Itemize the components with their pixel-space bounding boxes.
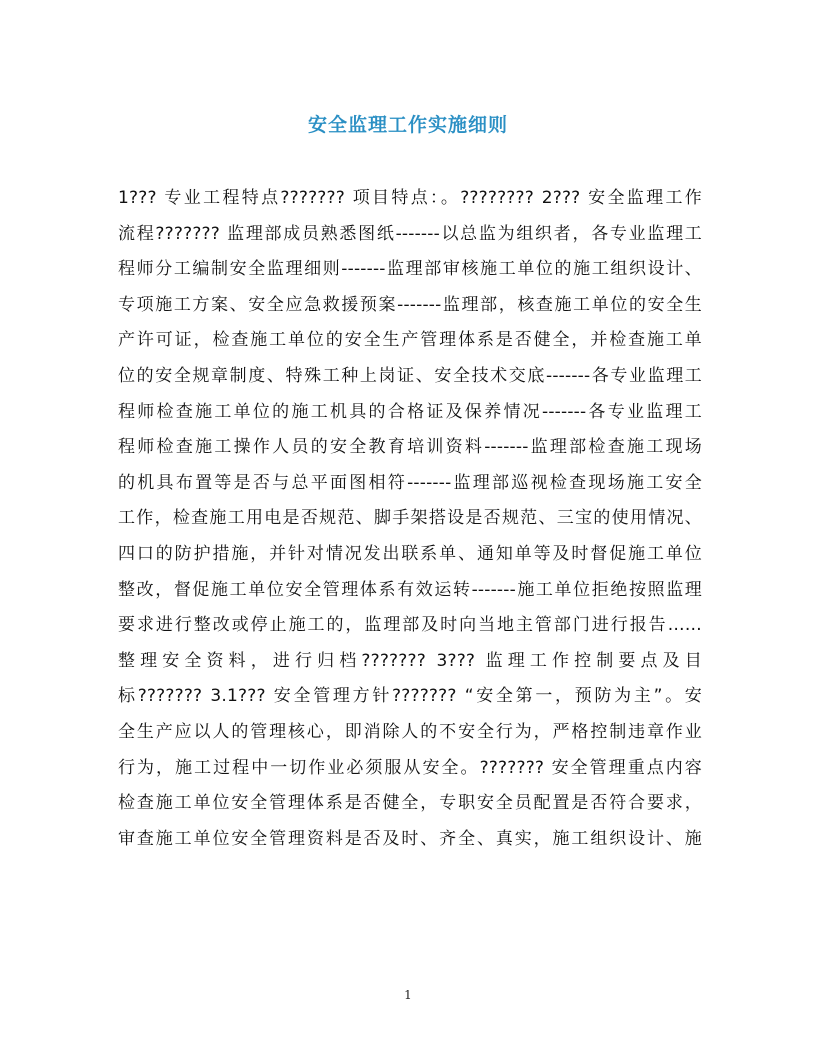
body-line: 要求进行整改或停止施工的，监理部及时向当地主管部门进行报告…… bbox=[118, 615, 702, 636]
body-line: 产许可证，检查施工单位的安全生产管理体系是否健全，并检查施工单 bbox=[118, 330, 702, 351]
body-line: 工作，检查施工用电是否规范、脚手架搭设是否规范、三宝的使用情况、 bbox=[118, 508, 702, 529]
document-title: 安全监理工作实施细则 bbox=[307, 114, 508, 136]
body-line: 四口的防护措施，并针对情况发出联系单、通知单等及时督促施工单位 bbox=[118, 543, 702, 564]
body-line: 行为，施工过程中一切作业必须服从安全。??????? 安全管理重点内容 bbox=[118, 757, 702, 778]
body-line: 位的安全规章制度、特殊工种上岗证、安全技术交底-------各专业监理工 bbox=[118, 365, 702, 386]
body-line: 标??????? 3.1??? 安全管理方针??????? “安全第一，预防为主”。安 bbox=[118, 686, 702, 707]
document-body bbox=[118, 181, 702, 857]
page-number: 1 bbox=[404, 988, 412, 1002]
body-line: 程师分工编制安全监理细则-------监理部审核施工单位的施工组织设计、 bbox=[118, 259, 702, 280]
body-line: 整改，督促施工单位安全管理体系有效运转-------施工单位拒绝按照监理 bbox=[118, 579, 702, 600]
body-line: 1??? 专业工程特点??????? 项目特点：。???????? 2??? 安全监理工作 bbox=[118, 188, 702, 208]
body-line: 审查施工单位安全管理资料是否及时、齐全、真实，施工组织设计、施 bbox=[118, 828, 702, 849]
body-line: 流程??????? 监理部成员熟悉图纸-------以总监为组织者，各专业监理工 bbox=[118, 223, 702, 244]
body-line: 的机具布置等是否与总平面图相符-------监理部巡视检查现场施工安全 bbox=[118, 472, 702, 493]
body-line: 专项施工方案、安全应急救援预案-------监理部，核查施工单位的安全生 bbox=[118, 294, 702, 315]
body-line: 整理安全资料，进行归档??????? 3??? 监理工作控制要点及目 bbox=[118, 650, 702, 671]
body-line: 程师检查施工单位的施工机具的合格证及保养情况-------各专业监理工 bbox=[118, 401, 702, 422]
body-line: 检查施工单位安全管理体系是否健全，专职安全员配置是否符合要求， bbox=[118, 793, 702, 814]
body-line: 全生产应以人的管理核心，即消除人的不安全行为，严格控制违章作业 bbox=[118, 721, 702, 742]
body-line: 程师检查施工操作人员的安全教育培训资料-------监理部检查施工现场 bbox=[118, 437, 702, 458]
